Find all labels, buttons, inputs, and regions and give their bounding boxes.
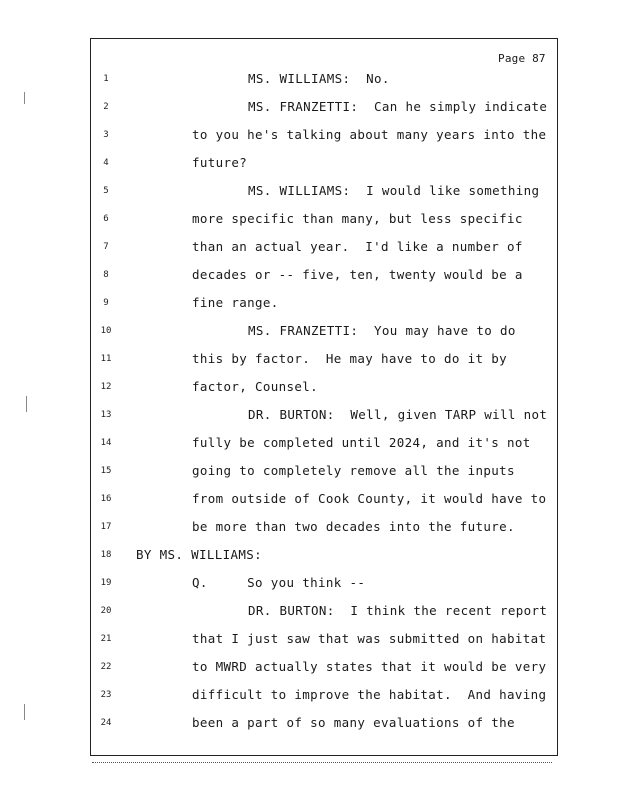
transcript-line: be more than two decades into the future. [192, 519, 515, 534]
transcript-line: that I just saw that was submitted on habitat [192, 631, 547, 646]
line-number: 10 [100, 326, 112, 336]
line-number: 16 [100, 494, 112, 504]
line-number: 18 [100, 550, 112, 560]
transcript-line: future? [192, 155, 248, 170]
transcript-line: MS. WILLIAMS: I would like something [248, 183, 540, 198]
line-number: 19 [100, 578, 112, 588]
transcript-line: MS. FRANZETTI: Can he simply indicate [248, 99, 548, 114]
line-number: 1 [103, 74, 109, 84]
transcript-line: factor, Counsel. [192, 379, 319, 394]
transcript-line: difficult to improve the habitat. And having [192, 687, 547, 702]
line-number: 17 [100, 522, 112, 532]
scan-margin-mark [26, 396, 30, 412]
transcript-line: been a part of so many evaluations of the [192, 715, 515, 730]
transcript-line: to MWRD actually states that it would be very [192, 659, 547, 674]
line-number: 6 [103, 214, 109, 224]
line-number: 12 [100, 382, 112, 392]
line-number: 22 [100, 662, 112, 672]
transcript-line: DR. BURTON: I think the recent report [248, 603, 548, 618]
transcript-line: fine range. [192, 295, 279, 310]
scan-margin-mark [24, 704, 28, 720]
transcript-page-frame [90, 38, 558, 756]
line-number: 3 [103, 130, 109, 140]
transcript-line: MS. FRANZETTI: You may have to do [248, 323, 516, 338]
transcript-line: decades or -- five, ten, twenty would be a [192, 267, 523, 282]
transcript-line: this by factor. He may have to do it by [192, 351, 508, 366]
transcript-line: more specific than many, but less specific [192, 211, 523, 226]
transcript-line: MS. WILLIAMS: No. [248, 71, 390, 86]
transcript-line: DR. BURTON: Well, given TARP will not [248, 407, 548, 422]
transcript-line: from outside of Cook County, it would have to [192, 491, 547, 506]
page-number: Page 87 [498, 52, 546, 65]
scan-margin-mark [24, 92, 28, 104]
transcript-line: going to completely remove all the inputs [192, 463, 515, 478]
line-number: 7 [103, 242, 109, 252]
line-number: 5 [103, 186, 109, 196]
line-number: 23 [100, 690, 112, 700]
line-number: 4 [103, 158, 109, 168]
line-number: 14 [100, 438, 112, 448]
line-number: 2 [103, 102, 109, 112]
transcript-line: Q. So you think -- [192, 575, 366, 590]
transcript-line: fully be completed until 2024, and it's not [192, 435, 531, 450]
line-number: 15 [100, 466, 112, 476]
bottom-divider [92, 762, 552, 763]
transcript-line: than an actual year. I'd like a number of [192, 239, 523, 254]
transcript-line: to you he's talking about many years into the [192, 127, 547, 142]
line-number: 8 [103, 270, 109, 280]
line-number: 20 [100, 606, 112, 616]
line-number: 13 [100, 410, 112, 420]
line-number: 21 [100, 634, 112, 644]
line-number: 9 [103, 298, 109, 308]
line-number: 11 [100, 354, 112, 364]
transcript-line: BY MS. WILLIAMS: [136, 547, 263, 562]
line-number: 24 [100, 718, 112, 728]
